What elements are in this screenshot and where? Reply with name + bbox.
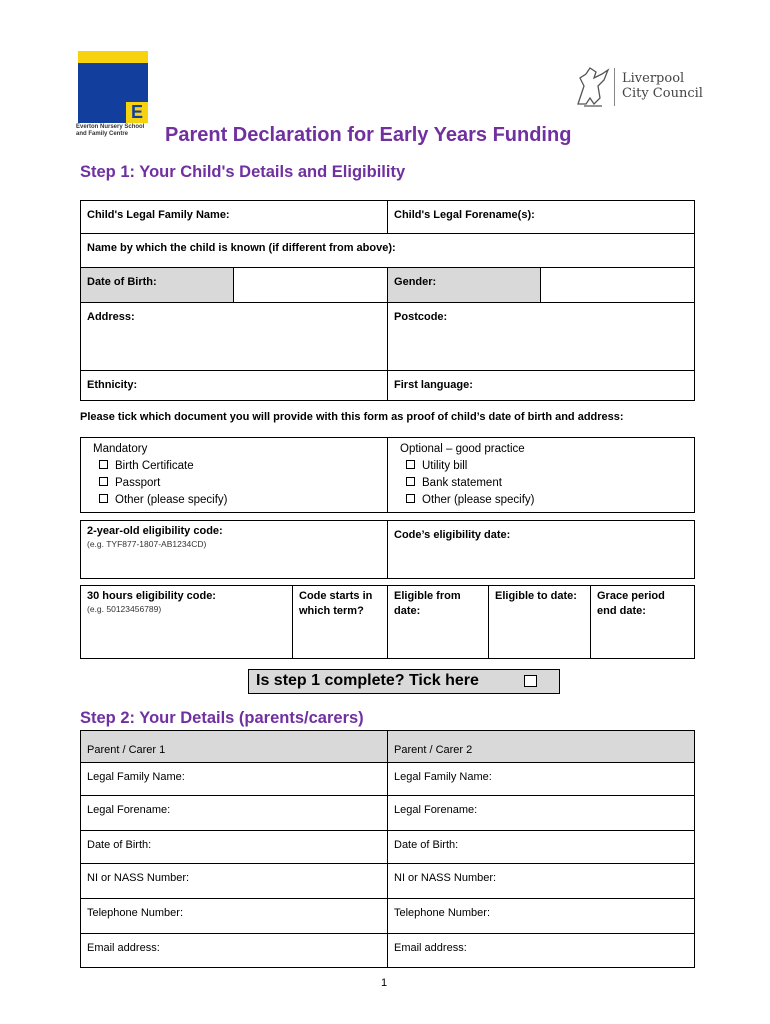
eligible-from-field[interactable]: Eligible from date:	[388, 586, 489, 659]
two-year-code-table	[80, 520, 695, 579]
carer2-header: Parent / Carer 2	[388, 731, 695, 763]
checkbox[interactable]	[99, 494, 108, 503]
checkbox[interactable]	[406, 477, 415, 486]
proof-documents-table	[80, 437, 695, 513]
carer2-ni-field[interactable]: NI or NASS Number:	[388, 864, 695, 899]
council-logo-divider	[614, 68, 615, 106]
carer1-ni-field[interactable]: NI or NASS Number:	[81, 864, 388, 899]
eligible-to-field[interactable]: Eligible to date:	[489, 586, 591, 659]
doc-other-optional[interactable]: Other (please specify)	[394, 492, 688, 509]
school-logo-caption: Everton Nursery School and Family Centre	[76, 124, 145, 137]
doc-utility-bill[interactable]: Utility bill	[394, 458, 688, 475]
page-number: 1	[381, 977, 388, 989]
step1-complete-checkbox[interactable]	[524, 675, 537, 687]
optional-documents: Optional – good practice Utility bill Bank statement Other (please specify)	[388, 438, 695, 513]
dob-input[interactable]	[234, 268, 388, 303]
carer2-family-name-field[interactable]: Legal Family Name:	[388, 763, 695, 796]
child-details-table	[80, 200, 695, 401]
carer2-telephone-field[interactable]: Telephone Number:	[388, 899, 695, 934]
thirty-hours-table	[80, 585, 695, 659]
parent-details-table	[80, 730, 695, 968]
address-field[interactable]: Address:	[81, 303, 388, 371]
doc-other-mandatory[interactable]: Other (please specify)	[87, 492, 381, 509]
step1-heading: Step 1: Your Child's Details and Eligibility	[80, 163, 406, 181]
school-logo-band	[78, 51, 148, 63]
carer1-family-name-field[interactable]: Legal Family Name:	[81, 763, 388, 796]
mandatory-documents: Mandatory Birth Certificate Passport Other (please specify)	[81, 438, 388, 513]
carer1-dob-field[interactable]: Date of Birth:	[81, 831, 388, 864]
school-logo-letter: E	[126, 102, 148, 123]
carer2-email-field[interactable]: Email address:	[388, 934, 695, 968]
carer2-forename-field[interactable]: Legal Forename:	[388, 796, 695, 831]
grace-period-field[interactable]: Grace period end date:	[591, 586, 695, 659]
doc-bank-statement[interactable]: Bank statement	[394, 475, 688, 492]
step1-complete-label: Is step 1 complete? Tick here	[256, 672, 479, 689]
code-starts-field[interactable]: Code starts in which term?	[293, 586, 388, 659]
carer2-dob-field[interactable]: Date of Birth:	[388, 831, 695, 864]
code-date-field[interactable]: Code’s eligibility date:	[388, 521, 695, 579]
checkbox[interactable]	[99, 460, 108, 469]
doc-birth-certificate[interactable]: Birth Certificate	[87, 458, 381, 475]
first-language-field[interactable]: First language:	[388, 371, 695, 401]
carer1-forename-field[interactable]: Legal Forename:	[81, 796, 388, 831]
step2-heading: Step 2: Your Details (parents/carers)	[80, 709, 364, 727]
ethnicity-field[interactable]: Ethnicity:	[81, 371, 388, 401]
two-year-code-field[interactable]: 2-year-old eligibility code: (e.g. TYF877-1807-AB1234CD)	[81, 521, 388, 579]
thirty-hours-code-field[interactable]: 30 hours eligibility code: (e.g. 50123456789)	[81, 586, 293, 659]
carer1-header: Parent / Carer 1	[81, 731, 388, 763]
proof-prompt: Please tick which document you will provide with this form as proof of child’s date of birth and address:	[80, 411, 624, 423]
postcode-field[interactable]: Postcode:	[388, 303, 695, 371]
family-name-field[interactable]: Child's Legal Family Name:	[81, 201, 388, 234]
gender-input[interactable]	[541, 268, 695, 303]
liver-bird-icon	[570, 64, 614, 110]
carer1-email-field[interactable]: Email address:	[81, 934, 388, 968]
dob-label: Date of Birth:	[81, 268, 234, 303]
carer1-telephone-field[interactable]: Telephone Number:	[81, 899, 388, 934]
known-as-field[interactable]: Name by which the child is known (if different from above):	[81, 234, 695, 268]
council-name: Liverpool City Council	[622, 71, 703, 101]
page-title: Parent Declaration for Early Years Funding	[165, 124, 572, 146]
gender-label: Gender:	[388, 268, 541, 303]
checkbox[interactable]	[406, 494, 415, 503]
doc-passport[interactable]: Passport	[87, 475, 381, 492]
forenames-field[interactable]: Child's Legal Forename(s):	[388, 201, 695, 234]
checkbox[interactable]	[406, 460, 415, 469]
checkbox[interactable]	[99, 477, 108, 486]
